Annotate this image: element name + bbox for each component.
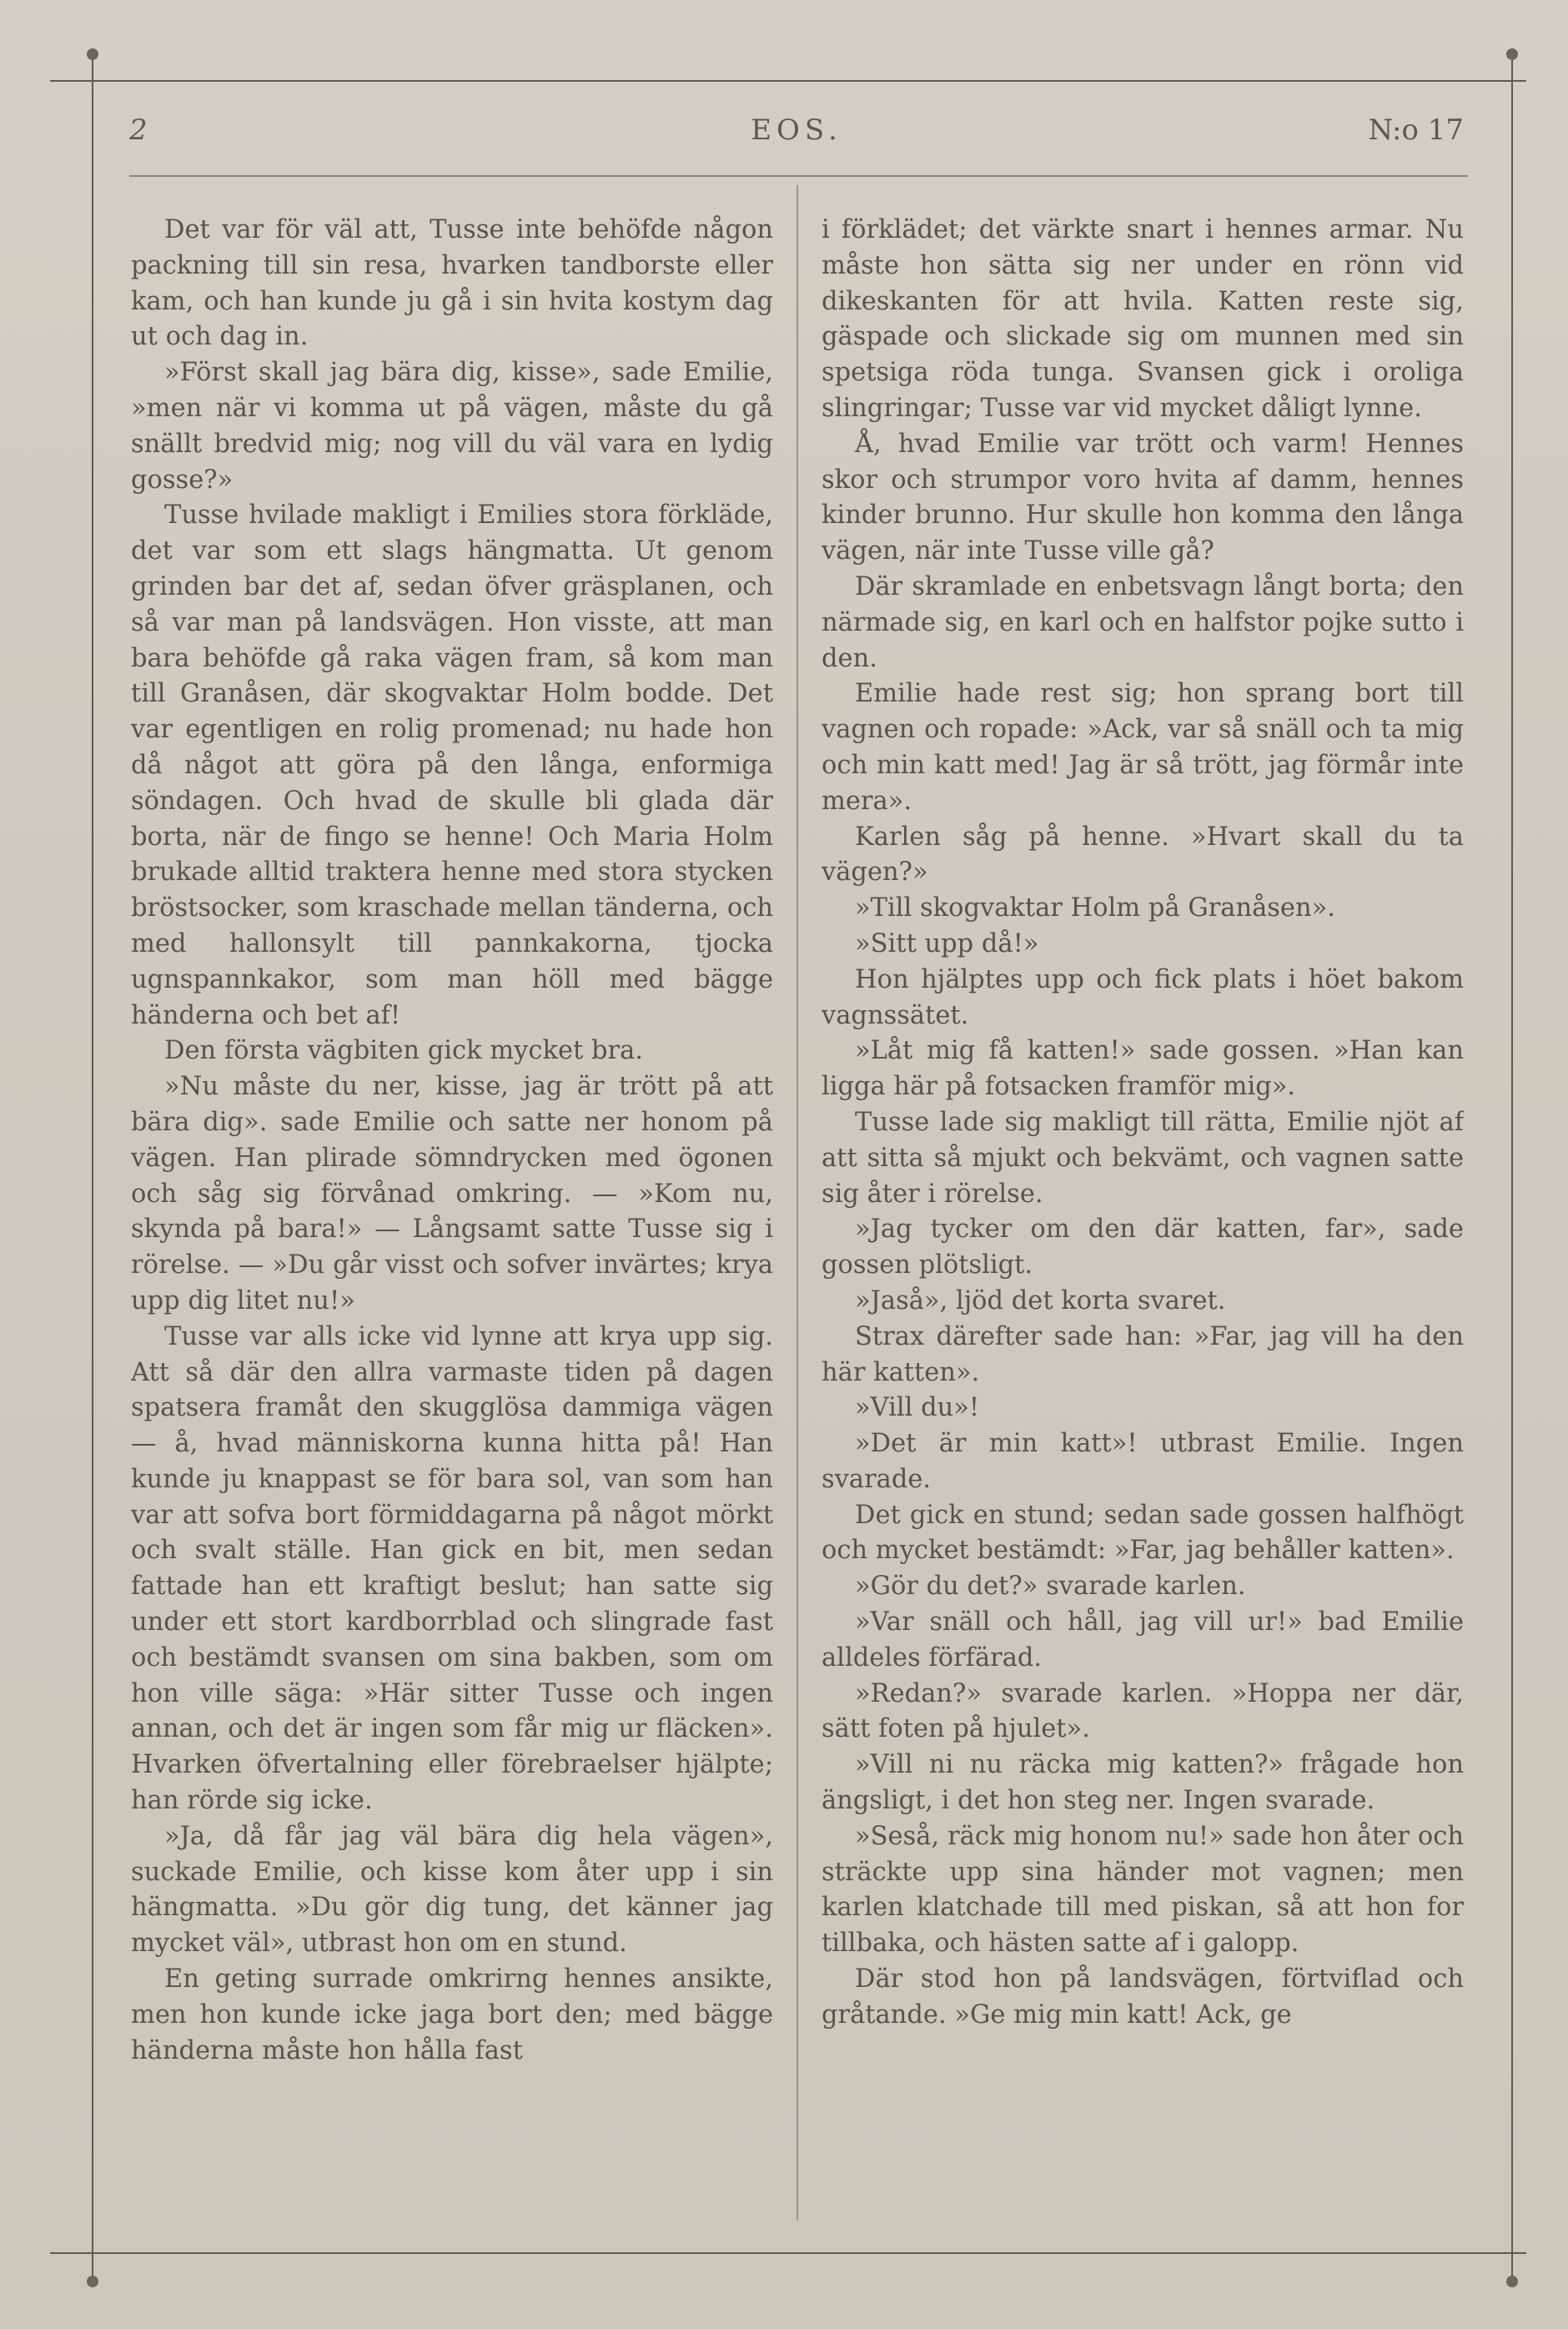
paragraph: Tusse hvilade makligt i Emilies stora förkläde, det var som ett slags hängmatta. Ut genom grinden bar det af, sedan öfver gräsplanen, och så var man på landsvägen. Hon visste, att man bara behöfde gå raka vägen fram, så kom man till Granåsen, där skogvaktar Holm bodde. Det var egentligen en rolig promenad; nu hade hon då något att göra på den långa, enformiga söndagen. Och hvad de skulle bli glada där borta, när de fingo se henne! Och Maria Holm brukade alltid traktera henne med stora stycken bröstsocker, som kraschade mellan tänderna, och med hallonsylt till pannkakorna, tjocka ugnspannkakor, som man höll med bägge händerna och bet af! bbox=[131, 501, 773, 1030]
paragraph: Strax därefter sade han: »Far, jag vill ha den här katten». bbox=[822, 1321, 1464, 1387]
paragraph: »Vill ni nu räcka mig katten?» frågade hon ängsligt, i det hon steg ner. Ingen svarade. bbox=[822, 1750, 1464, 1816]
paragraph: Det var för väl att, Tusse inte behöfde någon packning till sin resa, hvarken tandborste eller kam, och han kunde ju gå i sin hvita kostym dag ut och dag in. bbox=[131, 215, 773, 352]
crop-mark-bottom-right bbox=[1506, 2276, 1518, 2287]
right-border-rule bbox=[1511, 50, 1513, 2286]
paragraph: »Det är min katt»! utbrast Emilie. Ingen svarade. bbox=[822, 1429, 1464, 1494]
paragraph: »Ja, då får jag väl bära dig hela vägen», suckade Emilie, och kisse kom åter upp i sin hängmatta. »Du gör dig tung, det känner jag mycket väl», utbrast hon om en stund. bbox=[131, 1821, 773, 1959]
paragraph: Å, hvad Emilie var trött och varm! Hennes skor och strumpor voro hvita af damm, hennes kinder brunno. Hur skulle hon komma den långa vägen, när inte Tusse ville gå? bbox=[822, 429, 1464, 566]
left-column bbox=[131, 213, 773, 2231]
paragraph: »Låt mig få katten!» sade gossen. »Han kan ligga här på fotsacken framför mig». bbox=[822, 1036, 1464, 1102]
paragraph: En geting surrade omkrirng hennes ansikte, men hon kunde icke jaga bort den; med bägge händerna måste hon hålla fast bbox=[131, 1964, 773, 2065]
paragraph: »Sitt upp då!» bbox=[855, 928, 1039, 958]
paragraph: Där skramlade en enbetsvagn långt borta; den närmade sig, en karl och en halfstor pojke sutto i den. bbox=[822, 571, 1464, 673]
issue-number: N:o 17 bbox=[1368, 113, 1464, 147]
crop-mark-top-left bbox=[87, 48, 98, 60]
paragraph: Tusse lade sig makligt till rätta, Emilie njöt af att sitta så mjukt och bekvämt, och vagnen satte sig åter i rörelse. bbox=[822, 1107, 1464, 1209]
paragraph: »Jag tycker om den där katten, far», sade gossen plötsligt. bbox=[822, 1215, 1464, 1280]
right-column bbox=[822, 213, 1464, 2231]
crop-mark-bottom-left bbox=[87, 2276, 98, 2287]
column-divider bbox=[797, 185, 798, 2221]
paragraph: »Gör du det?» svarade karlen. bbox=[855, 1572, 1246, 1602]
left-border-rule bbox=[92, 50, 93, 2286]
paragraph: Tusse var alls icke vid lynne att krya upp sig. Att så där den allra varmaste tiden på dagen spatsera framåt den skugglösa dammiga vägen — å, hvad människorna kunna hitta på! Han kunde ju knappast se för bara sol, van som han var att sofva bort förmiddagarna på något mörkt och svalt ställe. Han gick en bit, men sedan fattade han ett kraftigt beslut; han satte sig under ett stort kardborrblad och slingrade fast och bestämdt svansen om sina bakben, som om hon ville säga: »Här sitter Tusse och ingen annan, och det är ingen som får mig ur fläcken». Hvarken öfvertalning eller förebraelser hjälpte; han rörde sig icke. bbox=[131, 1321, 773, 1816]
page-number: 2 bbox=[129, 113, 148, 147]
paragraph: »Jaså», ljöd det korta svaret. bbox=[855, 1285, 1226, 1315]
paragraph: Det gick en stund; sedan sade gossen halfhögt och mycket bestämdt: »Far, jag behåller katten». bbox=[822, 1500, 1464, 1566]
paragraph: »Var snäll och håll, jag vill ur!» bad Emilie alldeles förfärad. bbox=[822, 1607, 1464, 1673]
paragraph: »Till skogvaktar Holm på Granåsen». bbox=[855, 893, 1335, 923]
paragraph: Emilie hade rest sig; hon sprang bort till vagnen och ropade: »Ack, var så snäll och ta mig och min katt med! Jag är så trött, jag förmår inte mera». bbox=[822, 679, 1464, 816]
paragraph: »Vill du»! bbox=[855, 1393, 980, 1423]
header-rule bbox=[129, 175, 1468, 177]
paragraph: Den första vägbiten gick mycket bra. bbox=[164, 1036, 643, 1066]
paragraph: »Redan?» svarade karlen. »Hoppa ner där, sätt foten på hjulet». bbox=[822, 1678, 1464, 1744]
journal-title: EOS. bbox=[751, 113, 842, 147]
top-border-rule bbox=[50, 80, 1526, 82]
paragraph: »Nu måste du ner, kisse, jag är trött på att bära dig». sade Emilie och satte ner honom på vägen. Han plirade sömndrycken med ögonen och såg sig förvånad omkring. — »Kom nu, skynda på bara!» — Långsamt satte Tusse sig i rörelse. — »Du går visst och sofver invärtes; krya upp dig litet nu!» bbox=[131, 1072, 773, 1315]
paragraph: Karlen såg på henne. »Hvart skall du ta vägen?» bbox=[822, 822, 1464, 888]
paragraph: »Seså, räck mig honom nu!» sade hon åter och sträckte upp sina händer mot vagnen; men karlen klatchade till med piskan, så att hon for tillbaka, och hästen satte af i galopp. bbox=[822, 1821, 1464, 1959]
paragraph: Där stod hon på landsvägen, förtviflad och gråtande. »Ge mig min katt! Ack, ge bbox=[822, 1964, 1464, 2030]
paragraph: i förklädet; det värkte snart i hennes armar. Nu måste hon sätta sig ner under en rönn vid dikeskanten för att hvila. Katten reste sig, gäspade och slickade sig om munnen med sin spetsiga röda tunga. Svansen gick i oroliga slingringar; Tusse var vid mycket dåligt lynne. bbox=[822, 215, 1464, 423]
bottom-border-rule bbox=[50, 2252, 1526, 2254]
paragraph: Hon hjälptes upp och fick plats i höet bakom vagnssätet. bbox=[822, 964, 1464, 1030]
paragraph: »Först skall jag bära dig, kisse», sade Emilie, »men när vi komma ut på vägen, måste du gå snällt bredvid mig; nog vill du väl vara en lydig gosse?» bbox=[131, 358, 773, 495]
page-header bbox=[129, 108, 1464, 158]
crop-mark-top-right bbox=[1506, 48, 1518, 60]
